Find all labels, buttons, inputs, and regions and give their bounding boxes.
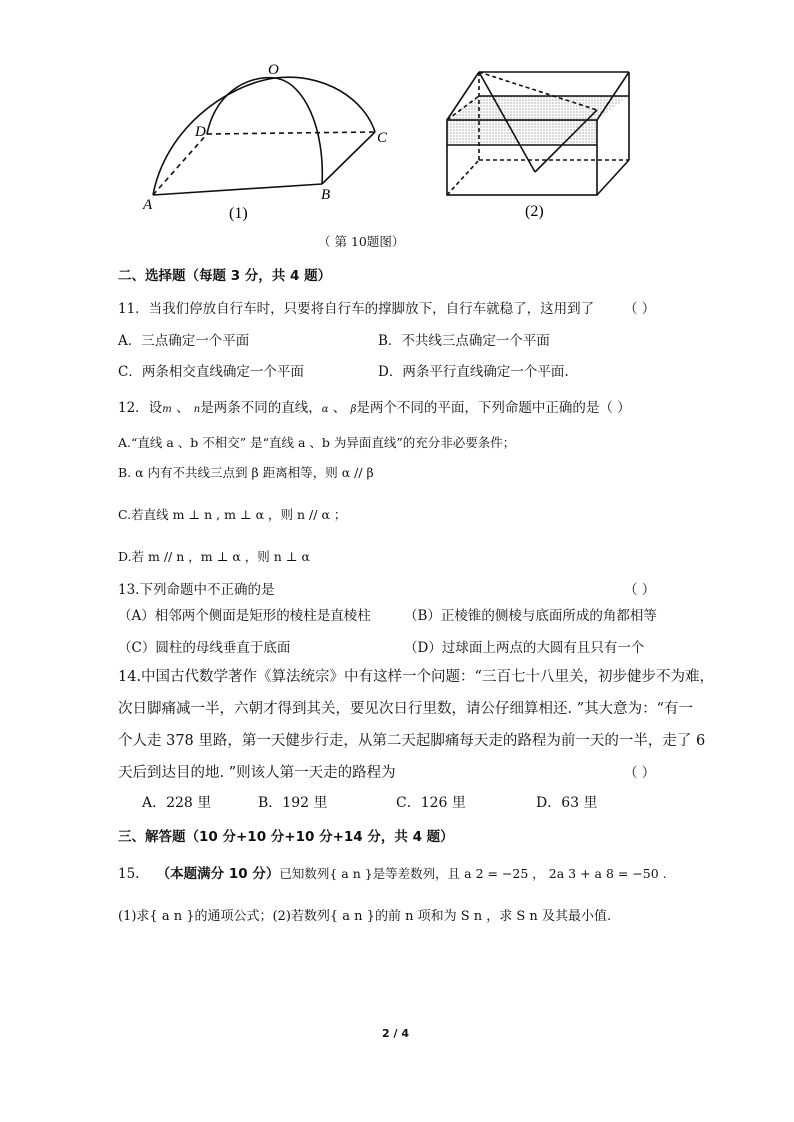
q11-stem: 11．当我们停放自行车时，只要将自行车的撑脚放下，自行车就稳了，这用到了 xyxy=(118,301,595,317)
section2-header: 二、选择题（每题 3 分，共 4 题） xyxy=(118,268,332,284)
q12-stem-c: 是两个不同的平面，下列命题中正确的是（ ） xyxy=(356,400,631,416)
q11-paren: （ ） xyxy=(624,301,656,317)
q12-var-beta: β xyxy=(350,404,357,415)
q15-parts: (1)求{ a n }的通项公式；(2)若数列{ a n }的前 n 项和为 S n ，求 S n 及其最小值. xyxy=(118,909,612,924)
q12-sep: 、 xyxy=(171,400,190,416)
q12-stem-a: 12．设 xyxy=(118,400,163,416)
q14-option-a: A．228 里 xyxy=(142,795,212,811)
q11-option-c: C．两条相交直线确定一个平面 xyxy=(118,364,304,380)
q14-line3: 个人走 378 里路，第一天健步行走，从第二天起脚痛每天走的路程为前一天的一半，走了 6 xyxy=(118,733,706,749)
q12-var-alpha: α xyxy=(321,404,329,415)
fig1-label: (1) xyxy=(229,205,248,222)
q12-stem-b: 是两条不同的直线， xyxy=(200,400,322,416)
fig2-label: (2) xyxy=(525,203,544,220)
fig1-point-D: D xyxy=(195,124,206,140)
q14-option-d: D．63 里 xyxy=(536,795,598,811)
q12-option-a: A.“直线 a 、b 不相交” 是“直线 a 、b 为异面直线”的充分非必要条件； xyxy=(118,435,516,450)
q11-option-b: B．不共线三点确定一个平面 xyxy=(378,333,550,349)
figure-2-box-diagram xyxy=(435,60,645,225)
q11-option-d: D．两条平行直线确定一个平面. xyxy=(378,364,569,380)
q12-var-m: m xyxy=(162,404,172,415)
figure-1-hemisphere-diagram xyxy=(135,60,405,225)
figure-caption: （ 第 10题图） xyxy=(318,234,405,249)
q14-option-c: C．126 里 xyxy=(396,795,466,811)
q15-score-tag: （本题满分 10 分） xyxy=(156,866,280,882)
fig1-point-O: O xyxy=(268,62,279,78)
q11-option-a: A．三点确定一个平面 xyxy=(118,333,250,349)
q13-option-b: （B）正棱锥的侧棱与底面所成的角都相等 xyxy=(404,608,657,624)
q14-paren: （ ） xyxy=(624,765,656,781)
page-number: 2 / 4 xyxy=(382,1027,409,1040)
q13-option-c: （C）圆柱的母线垂直于底面 xyxy=(118,640,291,656)
q12-option-c: C.若直线 m ⊥ n , m ⊥ α ，则 n // α ； xyxy=(118,507,347,522)
q15-number: 15. xyxy=(118,866,140,882)
q14-line1: 14.中国古代数学著作《算法统宗》中有这样一个问题：“三百七十八里关，初步健步不为难， xyxy=(118,669,714,685)
q12-var-n: n xyxy=(193,404,201,415)
fig1-point-A: A xyxy=(143,197,153,213)
q12-option-d: D.若 m // n ，m ⊥ α ，则 n ⊥ α xyxy=(118,549,310,564)
q14-line4: 天后到达目的地. ”则该人第一天走的路程为 xyxy=(118,765,396,781)
q12-stem: 12．设m 、 n是两条不同的直线，α 、 β是两个不同的平面，下列命题中正确的是（ ） xyxy=(118,400,631,416)
q13-option-d: （D）过球面上两点的大圆有且只有一个 xyxy=(404,640,645,656)
fig1-point-C: C xyxy=(377,130,388,146)
q15-stem: 已知数列{ a n }是等差数列，且 a 2 = −25 ， 2a 3 + a 8 = −50 . xyxy=(279,866,667,881)
q13-stem: 13.下列命题中不正确的是 xyxy=(118,582,275,598)
q15-stem-line xyxy=(118,862,667,882)
section3-header: 三、解答题（10 分+10 分+10 分+14 分，共 4 题） xyxy=(118,829,454,845)
q13-option-a: （A）相邻两个侧面是矩形的棱柱是直棱柱 xyxy=(118,608,371,624)
q13-paren: （ ） xyxy=(624,582,656,598)
q14-line2: 次日脚痛减一半，六朝才得到其关，要见次日行里数，请公仔细算相还. ”其大意为：“有一 xyxy=(118,701,694,717)
fig1-point-B: B xyxy=(321,187,331,203)
q14-option-b: B．192 里 xyxy=(258,795,328,811)
q12-option-b: B. α 内有不共线三点到 β 距离相等，则 α // β xyxy=(118,465,374,480)
